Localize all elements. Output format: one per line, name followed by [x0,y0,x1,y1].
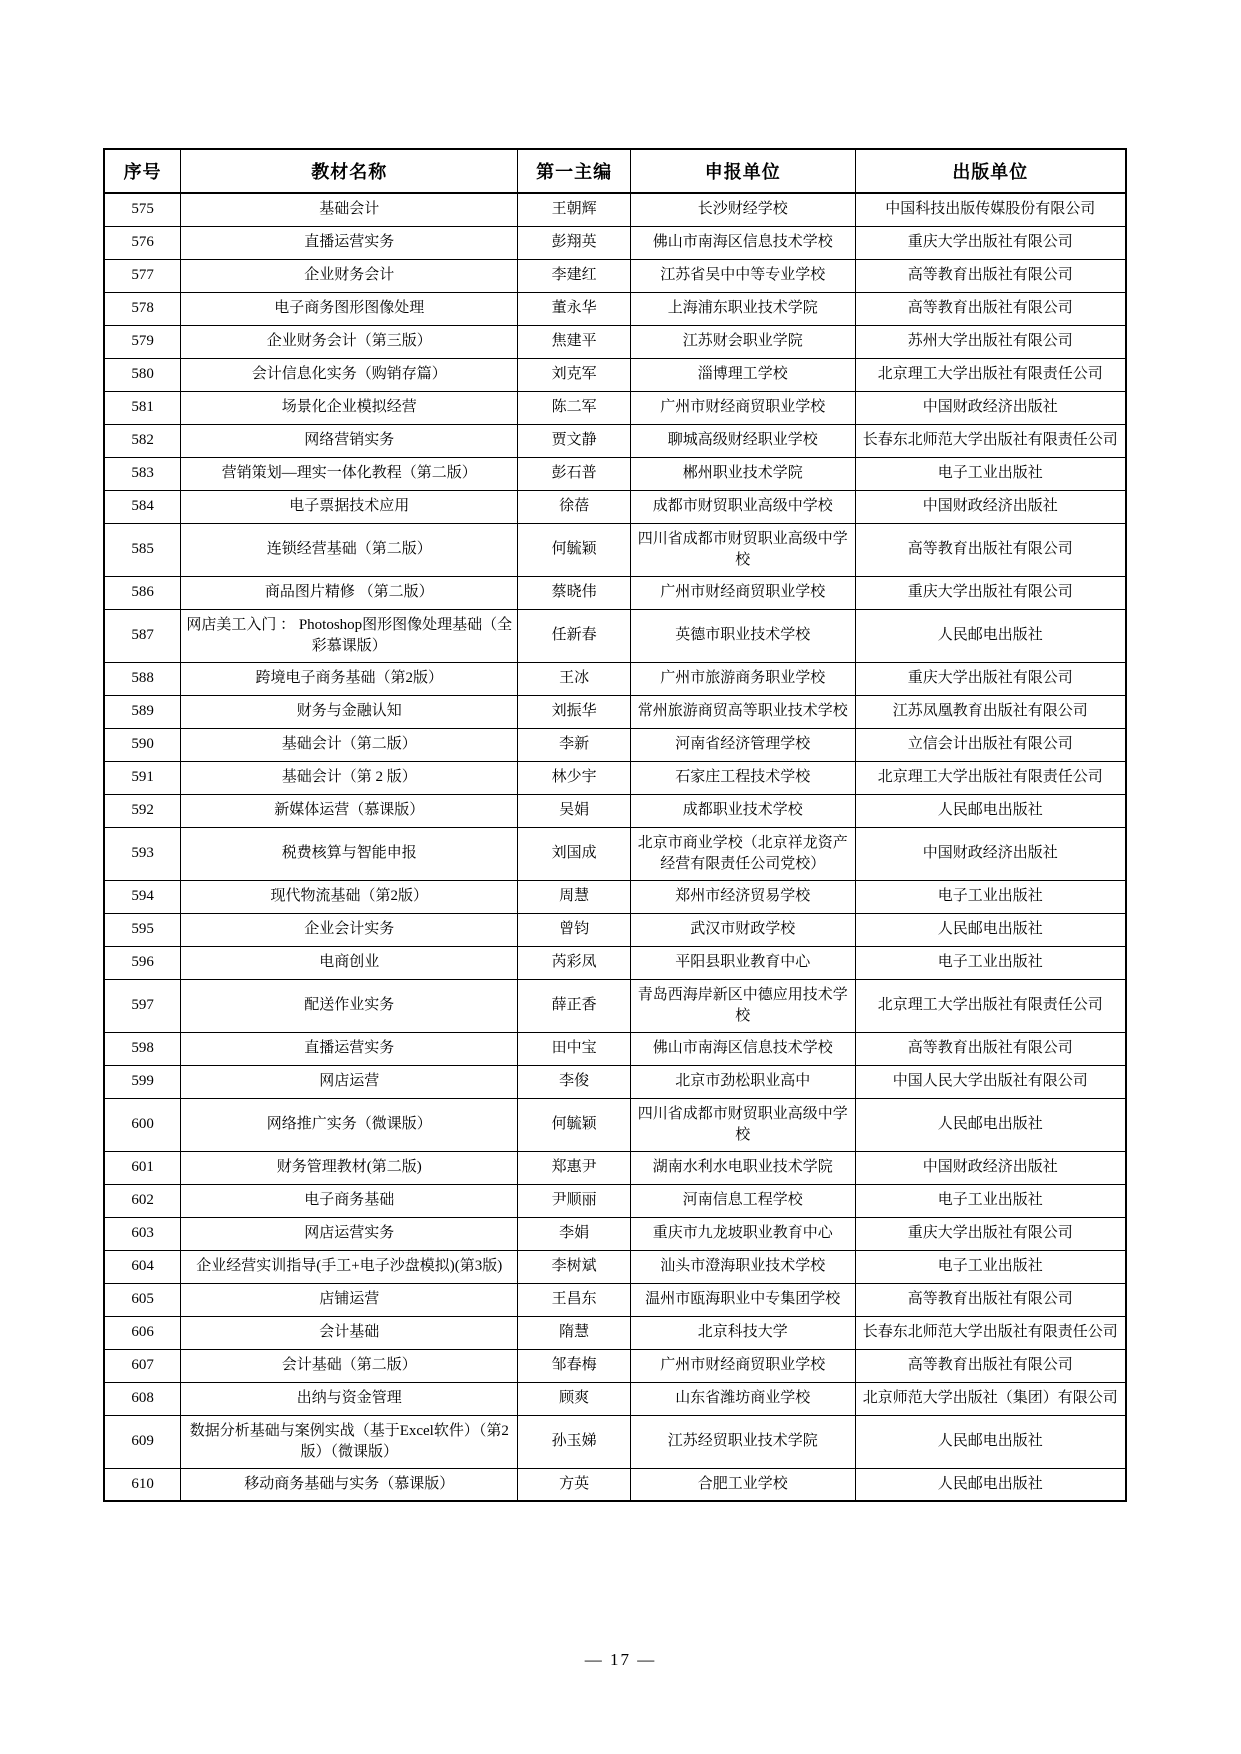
cell-title: 税费核算与智能申报 [181,827,518,880]
cell-editor: 王朝辉 [518,193,630,226]
table-row [104,1349,1126,1382]
cell-publisher: 高等教育出版社有限公司 [855,292,1126,325]
cell-applicant: 佛山市南海区信息技术学校 [630,1032,855,1065]
table-row [104,913,1126,946]
cell-seq: 596 [104,946,181,979]
cell-editor: 尹顺丽 [518,1184,630,1217]
cell-publisher: 电子工业出版社 [855,946,1126,979]
cell-applicant: 广州市财经商贸职业学校 [630,576,855,609]
cell-title: 企业会计实务 [181,913,518,946]
cell-editor: 李树斌 [518,1250,630,1283]
cell-seq: 603 [104,1217,181,1250]
cell-seq: 576 [104,226,181,259]
cell-publisher: 中国财政经济出版社 [855,1151,1126,1184]
cell-editor: 隋慧 [518,1316,630,1349]
cell-title: 电子票据技术应用 [181,490,518,523]
table-row [104,226,1126,259]
cell-editor: 刘克军 [518,358,630,391]
cell-publisher: 电子工业出版社 [855,457,1126,490]
cell-publisher: 中国人民大学出版社有限公司 [855,1065,1126,1098]
cell-seq: 580 [104,358,181,391]
cell-applicant: 成都市财贸职业高级中学校 [630,490,855,523]
cell-editor: 彭石普 [518,457,630,490]
cell-title: 会计基础 [181,1316,518,1349]
cell-publisher: 人民邮电出版社 [855,1415,1126,1468]
column-header-title: 教材名称 [181,149,518,193]
cell-seq: 604 [104,1250,181,1283]
cell-applicant: 成都职业技术学校 [630,794,855,827]
cell-publisher: 苏州大学出版社有限公司 [855,325,1126,358]
cell-seq: 605 [104,1283,181,1316]
cell-title: 场景化企业模拟经营 [181,391,518,424]
table-row [104,523,1126,576]
cell-editor: 曾钧 [518,913,630,946]
cell-editor: 田中宝 [518,1032,630,1065]
cell-publisher: 人民邮电出版社 [855,794,1126,827]
cell-applicant: 四川省成都市财贸职业高级中学校 [630,523,855,576]
cell-publisher: 重庆大学出版社有限公司 [855,662,1126,695]
cell-seq: 602 [104,1184,181,1217]
cell-publisher: 江苏凤凰教育出版社有限公司 [855,695,1126,728]
cell-editor: 林少宇 [518,761,630,794]
table-row [104,946,1126,979]
cell-applicant: 郑州市经济贸易学校 [630,880,855,913]
cell-seq: 608 [104,1382,181,1415]
cell-seq: 583 [104,457,181,490]
table-row [104,193,1126,226]
cell-seq: 582 [104,424,181,457]
table-row [104,1468,1126,1501]
cell-editor: 任新春 [518,609,630,662]
cell-editor: 芮彩凤 [518,946,630,979]
cell-applicant: 山东省潍坊商业学校 [630,1382,855,1415]
cell-seq: 577 [104,259,181,292]
cell-seq: 597 [104,979,181,1032]
column-header-seq: 序号 [104,149,181,193]
cell-title: 网店美工入门 ： Photoshop图形图像处理基础（全彩慕课版） [181,609,518,662]
table-row [104,662,1126,695]
cell-seq: 610 [104,1468,181,1501]
cell-editor: 王昌东 [518,1283,630,1316]
cell-editor: 何毓颖 [518,1098,630,1151]
cell-editor: 郑惠尹 [518,1151,630,1184]
cell-editor: 顾爽 [518,1382,630,1415]
table-row [104,424,1126,457]
cell-editor: 方英 [518,1468,630,1501]
textbook-table [103,148,1127,1502]
table-row [104,1415,1126,1468]
cell-seq: 595 [104,913,181,946]
cell-applicant: 河南信息工程学校 [630,1184,855,1217]
cell-editor: 周慧 [518,880,630,913]
cell-publisher: 北京理工大学出版社有限责任公司 [855,979,1126,1032]
cell-applicant: 湖南水利水电职业技术学院 [630,1151,855,1184]
cell-title: 财务管理教材(第二版) [181,1151,518,1184]
cell-publisher: 长春东北师范大学出版社有限责任公司 [855,424,1126,457]
cell-title: 营销策划—理实一体化教程（第二版） [181,457,518,490]
cell-seq: 587 [104,609,181,662]
cell-seq: 588 [104,662,181,695]
cell-editor: 陈二军 [518,391,630,424]
cell-publisher: 人民邮电出版社 [855,1098,1126,1151]
cell-title: 网络营销实务 [181,424,518,457]
cell-title: 网店运营实务 [181,1217,518,1250]
cell-seq: 600 [104,1098,181,1151]
cell-editor: 何毓颖 [518,523,630,576]
cell-editor: 李俊 [518,1065,630,1098]
cell-seq: 575 [104,193,181,226]
cell-title: 电子商务图形图像处理 [181,292,518,325]
cell-publisher: 重庆大学出版社有限公司 [855,226,1126,259]
cell-applicant: 广州市财经商贸职业学校 [630,1349,855,1382]
cell-applicant: 广州市财经商贸职业学校 [630,391,855,424]
cell-publisher: 重庆大学出版社有限公司 [855,576,1126,609]
cell-applicant: 常州旅游商贸高等职业技术学校 [630,695,855,728]
page-number: — 17 — [584,1650,657,1669]
cell-applicant: 北京市劲松职业高中 [630,1065,855,1098]
cell-seq: 594 [104,880,181,913]
cell-title: 电商创业 [181,946,518,979]
cell-seq: 607 [104,1349,181,1382]
cell-applicant: 合肥工业学校 [630,1468,855,1501]
cell-publisher: 高等教育出版社有限公司 [855,1283,1126,1316]
cell-editor: 李建红 [518,259,630,292]
cell-title: 基础会计（第二版） [181,728,518,761]
table-row [104,794,1126,827]
cell-title: 基础会计（第 2 版） [181,761,518,794]
cell-editor: 邹春梅 [518,1349,630,1382]
table-row [104,1184,1126,1217]
table-row [104,292,1126,325]
cell-title: 跨境电子商务基础（第2版） [181,662,518,695]
cell-applicant: 石家庄工程技术学校 [630,761,855,794]
cell-publisher: 中国科技出版传媒股份有限公司 [855,193,1126,226]
cell-editor: 李娟 [518,1217,630,1250]
cell-publisher: 人民邮电出版社 [855,913,1126,946]
cell-applicant: 佛山市南海区信息技术学校 [630,226,855,259]
cell-title: 电子商务基础 [181,1184,518,1217]
table-row [104,609,1126,662]
cell-seq: 592 [104,794,181,827]
cell-publisher: 电子工业出版社 [855,880,1126,913]
cell-publisher: 电子工业出版社 [855,1184,1126,1217]
cell-applicant: 平阳县职业教育中心 [630,946,855,979]
cell-editor: 蔡晓伟 [518,576,630,609]
table-row [104,695,1126,728]
cell-publisher: 高等教育出版社有限公司 [855,259,1126,292]
cell-editor: 贾文静 [518,424,630,457]
table-header-row [104,149,1126,193]
cell-editor: 薛正香 [518,979,630,1032]
table-row [104,490,1126,523]
cell-seq: 584 [104,490,181,523]
cell-seq: 609 [104,1415,181,1468]
cell-title: 出纳与资金管理 [181,1382,518,1415]
cell-seq: 601 [104,1151,181,1184]
table-row [104,1032,1126,1065]
cell-title: 基础会计 [181,193,518,226]
cell-title: 新媒体运营（慕课版） [181,794,518,827]
table-row [104,457,1126,490]
table-row [104,576,1126,609]
cell-title: 财务与金融认知 [181,695,518,728]
cell-applicant: 江苏省吴中中等专业学校 [630,259,855,292]
table-body [104,193,1126,1501]
cell-editor: 董永华 [518,292,630,325]
table-row [104,259,1126,292]
table-row [104,1316,1126,1349]
cell-seq: 598 [104,1032,181,1065]
table-row [104,979,1126,1032]
cell-publisher: 北京师范大学出版社（集团）有限公司 [855,1382,1126,1415]
table-row [104,761,1126,794]
cell-seq: 579 [104,325,181,358]
cell-seq: 590 [104,728,181,761]
cell-title: 移动商务基础与实务（慕课版） [181,1468,518,1501]
cell-applicant: 温州市瓯海职业中专集团学校 [630,1283,855,1316]
table-row [104,1098,1126,1151]
cell-title: 店铺运营 [181,1283,518,1316]
cell-applicant: 上海浦东职业技术学院 [630,292,855,325]
cell-applicant: 北京市商业学校（北京祥龙资产经营有限责任公司党校） [630,827,855,880]
cell-publisher: 人民邮电出版社 [855,609,1126,662]
cell-publisher: 电子工业出版社 [855,1250,1126,1283]
cell-editor: 孙玉娣 [518,1415,630,1468]
cell-editor: 彭翔英 [518,226,630,259]
cell-applicant: 英德市职业技术学校 [630,609,855,662]
cell-publisher: 人民邮电出版社 [855,1468,1126,1501]
column-header-applicant: 申报单位 [630,149,855,193]
cell-publisher: 中国财政经济出版社 [855,490,1126,523]
cell-title: 企业财务会计 [181,259,518,292]
cell-title: 连锁经营基础（第二版） [181,523,518,576]
cell-publisher: 北京理工大学出版社有限责任公司 [855,358,1126,391]
cell-title: 直播运营实务 [181,226,518,259]
cell-seq: 586 [104,576,181,609]
cell-seq: 589 [104,695,181,728]
table-row [104,827,1126,880]
cell-title: 网络推广实务（微课版） [181,1098,518,1151]
cell-editor: 王冰 [518,662,630,695]
cell-title: 直播运营实务 [181,1032,518,1065]
cell-publisher: 北京理工大学出版社有限责任公司 [855,761,1126,794]
cell-publisher: 高等教育出版社有限公司 [855,523,1126,576]
cell-applicant: 广州市旅游商务职业学校 [630,662,855,695]
cell-editor: 焦建平 [518,325,630,358]
cell-editor: 刘振华 [518,695,630,728]
column-header-publisher: 出版单位 [855,149,1126,193]
cell-seq: 591 [104,761,181,794]
cell-publisher: 立信会计出版社有限公司 [855,728,1126,761]
column-header-editor: 第一主编 [518,149,630,193]
table-row [104,1382,1126,1415]
cell-applicant: 淄博理工学校 [630,358,855,391]
cell-title: 配送作业实务 [181,979,518,1032]
table-row [104,880,1126,913]
cell-title: 企业经营实训指导(手工+电子沙盘模拟)(第3版) [181,1250,518,1283]
table-row [104,391,1126,424]
cell-seq: 585 [104,523,181,576]
cell-applicant: 北京科技大学 [630,1316,855,1349]
table-row [104,1283,1126,1316]
cell-title: 现代物流基础（第2版） [181,880,518,913]
cell-editor: 徐蓓 [518,490,630,523]
table-row [104,1065,1126,1098]
table-row [104,1250,1126,1283]
cell-editor: 刘国成 [518,827,630,880]
cell-applicant: 长沙财经学校 [630,193,855,226]
cell-applicant: 青岛西海岸新区中德应用技术学校 [630,979,855,1032]
cell-title: 商品图片精修 （第二版） [181,576,518,609]
cell-publisher: 高等教育出版社有限公司 [855,1349,1126,1382]
cell-applicant: 郴州职业技术学院 [630,457,855,490]
cell-applicant: 汕头市澄海职业技术学校 [630,1250,855,1283]
cell-applicant: 江苏财会职业学院 [630,325,855,358]
table-row [104,728,1126,761]
cell-title: 数据分析基础与案例实战（基于Excel软件）（第2版）（微课版） [181,1415,518,1468]
cell-applicant: 聊城高级财经职业学校 [630,424,855,457]
table-row [104,1151,1126,1184]
cell-publisher: 中国财政经济出版社 [855,391,1126,424]
cell-editor: 李新 [518,728,630,761]
cell-seq: 599 [104,1065,181,1098]
cell-title: 会计信息化实务（购销存篇） [181,358,518,391]
cell-title: 会计基础（第二版） [181,1349,518,1382]
cell-title: 网店运营 [181,1065,518,1098]
cell-seq: 581 [104,391,181,424]
cell-publisher: 中国财政经济出版社 [855,827,1126,880]
cell-title: 企业财务会计（第三版） [181,325,518,358]
cell-publisher: 长春东北师范大学出版社有限责任公司 [855,1316,1126,1349]
cell-publisher: 重庆大学出版社有限公司 [855,1217,1126,1250]
table-row [104,325,1126,358]
cell-seq: 578 [104,292,181,325]
cell-seq: 593 [104,827,181,880]
cell-applicant: 江苏经贸职业技术学院 [630,1415,855,1468]
cell-seq: 606 [104,1316,181,1349]
table-row [104,358,1126,391]
cell-editor: 吴娟 [518,794,630,827]
cell-publisher: 高等教育出版社有限公司 [855,1032,1126,1065]
table-row [104,1217,1126,1250]
cell-applicant: 四川省成都市财贸职业高级中学校 [630,1098,855,1151]
cell-applicant: 重庆市九龙坡职业教育中心 [630,1217,855,1250]
cell-applicant: 河南省经济管理学校 [630,728,855,761]
cell-applicant: 武汉市财政学校 [630,913,855,946]
